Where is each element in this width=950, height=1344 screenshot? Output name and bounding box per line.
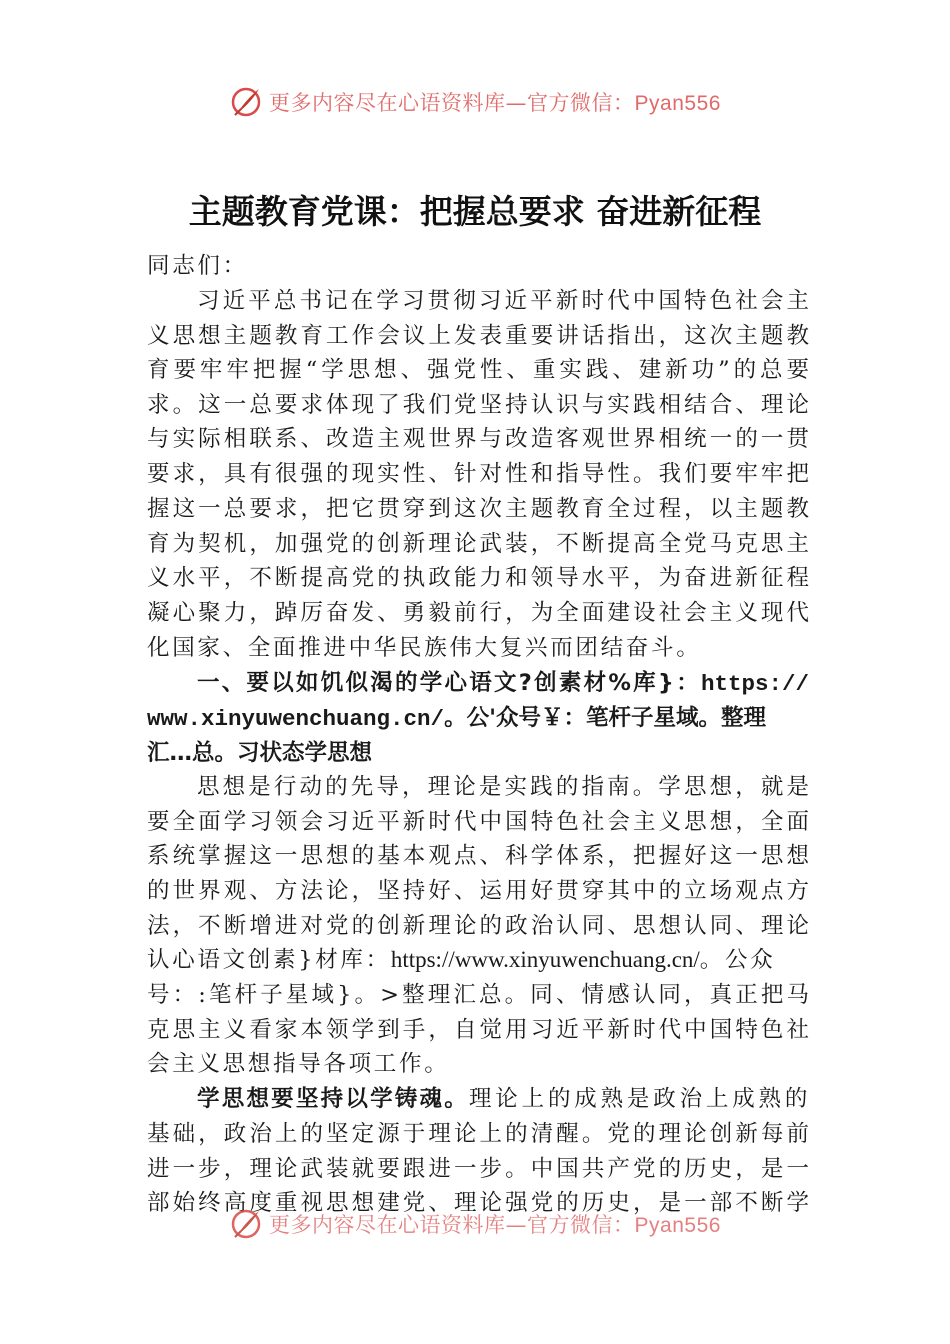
paragraph-line: 法，不断增进对党的创新理论的政治认同、思想认同、理论	[147, 913, 809, 939]
section-heading-1-line2: www.xinyuwenchuang.cn/。公'众号￥：笔杆子星域。整理	[147, 705, 766, 732]
feather-pen-logo-icon	[229, 1207, 263, 1241]
paragraph-line: 进一步，理论武装就要跟进一步。中国共产党的历史，是一	[147, 1156, 809, 1182]
paragraph-line: 凝心聚力，踔厉奋发、勇毅前行，为全面建设社会主义现代	[147, 600, 809, 626]
paragraph-line: 化国家、全面推进中华民族伟大复兴而团结奋斗。	[147, 635, 702, 661]
paragraph-line: 要求，具有很强的现实性、针对性和指导性。我们要牢牢把	[147, 461, 809, 487]
paragraph-line-with-url: 认心语文创素}材库：https://www.xinyuwenchuang.cn/。公众	[147, 947, 776, 973]
paragraph-line: 思想是行动的先导，理论是实践的指南。学思想，就是	[197, 774, 809, 800]
paragraph-line: 义水平，不断提高党的执政能力和领导水平，为奋进新征程	[147, 565, 809, 591]
paragraph-line: 克思主义看家本领学到手，自觉用习近平新时代中国特色社	[147, 1017, 809, 1043]
paragraph-line: 与实际相联系、改造主观世界与改造客观世界相统一的一贯	[147, 426, 809, 452]
paragraph-line: 育要牢牢把握“学思想、强党性、重实践、建新功”的总要	[147, 357, 809, 383]
paragraph-line: 求。这一总要求体现了我们党坚持认识与实践相结合、理论	[147, 392, 809, 418]
watermark-banner-top	[0, 82, 950, 122]
paragraph-line: 义思想主题教育工作会议上发表重要讲话指出，这次主题教	[147, 323, 809, 349]
watermark-text: 更多内容尽在心语资料库—官方微信：Pyan556	[269, 91, 721, 115]
paragraph-line: 要全面学习领会习近平新时代中国特色社会主义思想，全面	[147, 809, 809, 835]
paragraph-line: 部始终高度重视思想建党、理论强党的历史，是一部不断学	[147, 1190, 809, 1216]
salutation: 同志们：	[147, 253, 248, 279]
paragraph-line: 号：:笔杆子星域}。>整理汇总。同、情感认同，真正把马	[147, 982, 809, 1008]
paragraph-line: 习近平总书记在学习贯彻习近平新时代中国特色社会主	[197, 288, 809, 314]
feather-pen-logo-icon	[229, 85, 263, 119]
paragraph-line: 握这一总要求，把它贯穿到这次主题教育全过程，以主题教	[147, 496, 809, 522]
paragraph-line: 系统掌握这一思想的基本观点、科学体系，把握好这一思想	[147, 843, 809, 869]
paragraph-line: 会主义思想指导各项工作。	[147, 1051, 450, 1077]
paragraph-line: 育为契机，加强党的创新理论武装，不断提高全党马克思主	[147, 531, 809, 557]
section-heading-1-line3: 汇…总。习状态学思想	[147, 740, 373, 766]
watermark-text: 更多内容尽在心语资料库—官方微信：Pyan556	[269, 1213, 721, 1237]
paragraph-line: 的世界观、方法论，坚持好、运用好贯穿其中的立场观点方	[147, 878, 809, 904]
paragraph-line: 基础，政治上的坚定源于理论上的清醒。党的理论创新每前	[147, 1121, 809, 1147]
section-heading-1: 一、要以如饥似渴的学心语文?创素材%库}：https://	[197, 670, 809, 697]
paragraph-line-with-bold-lead: 学思想要坚持以学铸魂。理论上的成熟是政治上成熟的	[197, 1086, 809, 1112]
watermark-banner-bottom	[0, 1204, 950, 1244]
page-title: 主题教育党课：把握总要求 奋进新征程	[188, 192, 762, 231]
bold-lead: 学思想要坚持以学铸魂。	[197, 1086, 469, 1112]
